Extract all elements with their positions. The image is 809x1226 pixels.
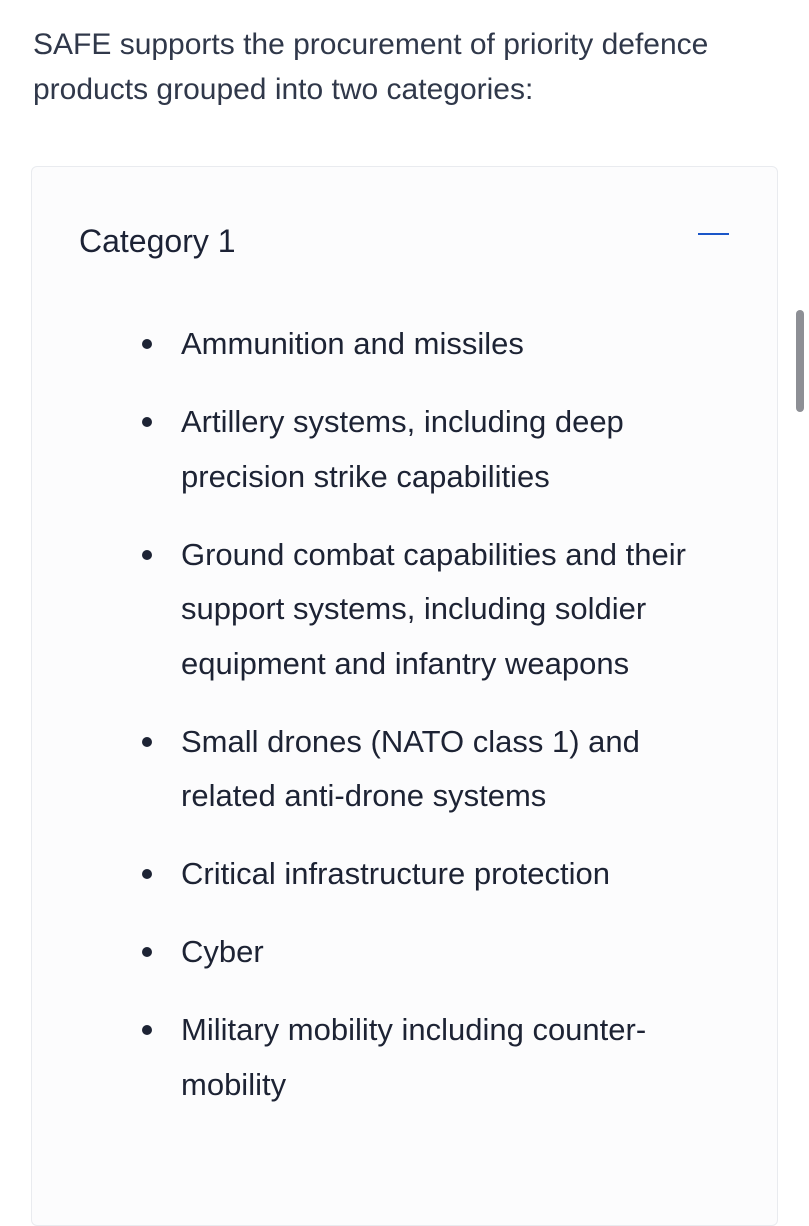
accordion-header[interactable] <box>32 167 777 317</box>
list-item <box>32 528 777 692</box>
list-item-text: Critical infrastructure protection <box>181 856 610 891</box>
category-item-list <box>32 317 777 1136</box>
bullet-icon <box>142 550 152 560</box>
list-item-text: Ground combat capabilities and their support systems, including soldier equipment and infantry weapons <box>181 536 686 681</box>
accordion-title: Category 1 <box>79 223 236 259</box>
list-item-text: Military mobility including counter-mobility <box>181 1012 647 1102</box>
bullet-icon <box>142 1025 152 1035</box>
bullet-icon <box>142 339 152 349</box>
scrollbar-thumb[interactable] <box>796 310 804 412</box>
list-item <box>32 395 777 504</box>
list-item <box>32 1003 777 1112</box>
minus-icon <box>698 233 729 235</box>
list-item-text: Small drones (NATO class 1) and related anti-drone systems <box>181 723 640 813</box>
category-accordion <box>31 166 778 1226</box>
list-item <box>32 925 777 980</box>
bullet-icon <box>142 947 152 957</box>
list-item <box>32 715 777 824</box>
list-item-text: Ammunition and missiles <box>181 326 524 361</box>
bullet-icon <box>142 417 152 427</box>
intro-paragraph: SAFE supports the procurement of priority defence products grouped into two categories: <box>33 28 709 106</box>
list-item-text: Cyber <box>181 934 264 969</box>
list-item <box>32 847 777 902</box>
list-item <box>32 317 777 372</box>
list-item-text: Artillery systems, including deep precision strike capabilities <box>181 404 624 494</box>
bullet-icon <box>142 869 152 879</box>
collapse-button[interactable] <box>694 215 734 255</box>
bullet-icon <box>142 737 152 747</box>
